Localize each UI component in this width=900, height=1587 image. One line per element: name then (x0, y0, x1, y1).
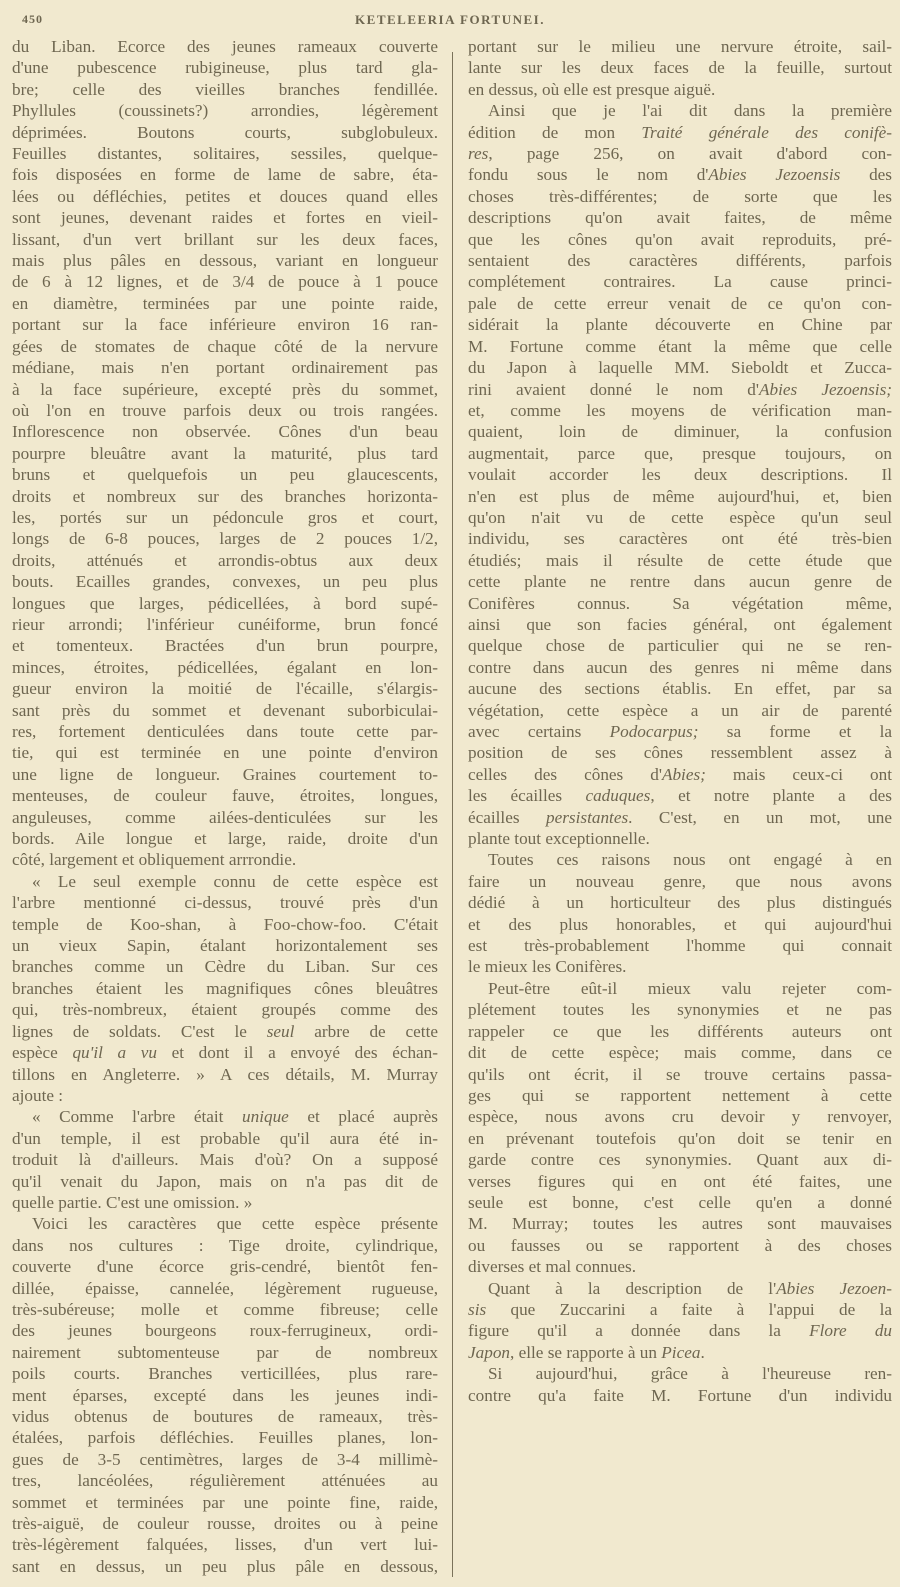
left-column (12, 36, 438, 1577)
text-line: poils courts. Branches verticillées, plus rare- (12, 1364, 438, 1384)
text-line: sommet et terminées par une pointe fine, raide, (12, 1492, 438, 1512)
text-line: droits, atténués et arrondis-obtus aux deux (12, 550, 438, 570)
text-line: ajoute : (12, 1085, 64, 1105)
text-line: menteuses, de couleur fauve, étroites, longues, (12, 786, 438, 806)
text-line: voulait accorder les deux descriptions. Il (468, 465, 892, 485)
text-line: res, page 256, on avait d'abord con- (468, 144, 892, 164)
text-line: quelque chose de particulier qui ne se ren- (468, 636, 892, 656)
text-line: individu, ses caractères ont été très-bien (468, 529, 892, 549)
text-line: très-légèrement falquées, lisses, d'un vert lui- (12, 1535, 438, 1555)
text-line: gues de 3-5 centimètres, larges de 3-4 millimè- (12, 1449, 438, 1469)
text-line: portant sur la face inférieure environ 16 ran- (12, 315, 438, 335)
text-line: dans nos cultures : Tige droite, cylindrique, (12, 1235, 438, 1255)
text-line: Inflorescence non observée. Cônes d'un beau (12, 422, 438, 442)
text-line: et tomenteux. Bractées d'un brun pourpre, (12, 636, 438, 656)
text-line: branches comme un Cèdre du Liban. Sur ces (12, 957, 438, 977)
text-line: et, comme les moyens de vérification man- (468, 400, 892, 420)
text-line: tie, qui est terminée en une pointe d'environ (12, 743, 438, 763)
text-line: anguleuses, comme ailées-denticulées sur les (12, 807, 438, 827)
text-line: sant près du sommet et devenant suborbiculai- (12, 700, 438, 720)
text-line: bre; celle des vieilles branches fendillée. (12, 79, 438, 99)
text-line: Feuilles distantes, solitaires, sessiles, quelque- (12, 144, 438, 164)
text-line: plétement toutes les synonymies et ne pas (468, 1000, 892, 1020)
text-line: sant en dessus, un peu plus pâle en dessous, (12, 1556, 438, 1576)
text-line: faire un nouveau genre, que nous avons (468, 871, 892, 891)
text-line: M. Fortune comme étant la même que celle (468, 336, 892, 356)
paragraph (468, 100, 892, 849)
text-line: nairement subtomenteuse par de nombreux (12, 1342, 438, 1362)
text-line: espèce qu'il a vu et dont il a envoyé des échan- (12, 1043, 438, 1063)
text-line: les, portés sur un pédoncule gros et court, (12, 507, 438, 527)
text-line: celles des cônes d'Abies; mais ceux-ci ont (468, 764, 892, 784)
text-line: « Comme l'arbre était unique et placé auprès (32, 1107, 438, 1127)
text-line: très-aiguë, de couleur rousse, droites ou à peine (12, 1514, 438, 1534)
text-line: res, fortement denticulées dans toute cette par- (12, 722, 438, 741)
text-line: est très-probablement l'homme qui connait (468, 936, 892, 956)
text-line: Peut-être eût-il mieux valu rejeter com- (488, 978, 892, 998)
text-line: bruns et quelquefois un peu glaucescents, (12, 465, 438, 485)
text-line: à la face supérieure, excepté près du sommet, (12, 379, 438, 399)
text-line: garde contre ces synonymies. Quant aux di- (468, 1150, 892, 1170)
text-line: Phyllules (coussinets?) arrondies, légèrement (12, 101, 438, 121)
text-line: Voici les caractères que cette espèce présente (32, 1214, 438, 1234)
text-line: complétement contraires. La cause princi- (468, 272, 892, 292)
paragraph (468, 1278, 892, 1364)
text-line: position de ses cônes ressemblent assez à (468, 743, 892, 763)
page-number: 450 (22, 12, 43, 26)
text-line: végétation, cette espèce a un air de parenté (468, 700, 892, 720)
page-header (18, 8, 882, 30)
text-line: étudiés; mais il résulte de cette étude que (468, 550, 892, 570)
text-line: rini avaient donné le nom d'Abies Jezoensis; (468, 379, 892, 399)
text-line: et des plus honorables, et qui aujourd'hui (468, 914, 892, 934)
text-line: qu'il venait du Japon, mais on n'a pas dit de (12, 1171, 438, 1191)
text-line: Quant à la description de l'Abies Jezoen- (488, 1278, 892, 1298)
text-line: ainsi que son facies général, ont également (468, 614, 892, 634)
text-line: l'arbre mentionné ci-dessus, trouvé près d'un (12, 893, 438, 913)
text-line: du Liban. Ecorce des jeunes rameaux couverte (12, 37, 438, 56)
text-line: pourpre bleuâtre avant la maturité, plus tard (12, 443, 438, 463)
text-line: le mieux les Conifères. (468, 957, 627, 977)
text-line: où l'on en trouve parfois deux ou trois rangées. (12, 400, 438, 420)
text-line: qu'ils ont écrit, il se trouve certains passa- (468, 1064, 892, 1084)
text-line: tres, lancéolées, régulièrement atténuées au (12, 1471, 438, 1491)
text-line: ou fausses ou se rapportent à des choses (468, 1235, 892, 1255)
text-line: sis que Zuccarini a faite à l'appui de la (468, 1299, 892, 1319)
text-line: sentaient des caractères différents, parfois (468, 251, 892, 271)
running-title: KETELEERIA FORTUNEI. (355, 12, 545, 27)
text-line: très-subéreuse; molle et comme fibreuse; celle (12, 1299, 438, 1319)
text-line: en prévenant toutefois qu'on doit se tenir en (468, 1128, 892, 1148)
text-line: avec certains Podocarpus; sa forme et la (468, 722, 892, 741)
text-line: figure qu'il a donnée dans la Flore du (468, 1321, 893, 1341)
text-line: Conifères connus. Sa végétation même, (468, 593, 892, 613)
text-line: temple de Koo-shan, à Foo-chow-foo. C'était (12, 914, 438, 934)
paragraph (12, 1213, 438, 1577)
text-line: « Le seul exemple connu de cette espèce est (32, 871, 438, 891)
text-line: écailles persistantes. C'est, en un mot, une (468, 807, 893, 827)
text-line: qu'on n'ait vu de cette espèce qu'un seul (468, 507, 892, 527)
text-line: longs de 6-8 pouces, larges de 2 pouces 1/2, (12, 529, 438, 549)
text-line: pale de cette erreur venait de ce qu'on con- (468, 293, 892, 313)
column-divider (452, 52, 453, 1577)
paragraph (468, 849, 892, 977)
text-line: espèce, nous avons cru devoir y renvoyer, (468, 1107, 892, 1127)
paragraph (12, 871, 438, 1106)
text-line: que les cônes qu'on avait reproduits, pré- (468, 229, 892, 249)
text-line: branches étaient les magnifiques cônes bleuâtres (12, 978, 438, 998)
text-line: un vieux Sapin, étalant horizontalement ses (12, 936, 438, 956)
text-line: seule est bonne, c'est celle qu'en a donné (468, 1192, 892, 1212)
text-line: Japon, elle se rapporte à un Picea. (468, 1342, 705, 1362)
text-line: ges qui se rapportent nettement à cette (468, 1085, 892, 1105)
text-line: gées de stomates de chaque côté de la nervure (12, 336, 438, 356)
right-column (468, 36, 892, 1406)
text-line: contre dans aucun des genres ni même dans (468, 657, 892, 677)
text-line: choses très-différentes; de sorte que les (468, 186, 892, 206)
text-line: sidérait la plante découverte en Chine par (468, 315, 892, 335)
text-line: dit de cette espèce; mais comme, dans ce (468, 1043, 892, 1063)
text-line: sont jeunes, devenant raides et fortes en vieil- (12, 208, 438, 228)
paragraph (468, 978, 892, 1278)
text-line: déprimées. Boutons courts, subglobuleux. (12, 122, 438, 142)
text-line: troduit là d'ailleurs. Mais d'où? On a supposé (12, 1150, 438, 1170)
text-line: étalées, parfois défléchies. Feuilles planes, lon- (12, 1428, 438, 1448)
text-line: bords. Aile longue et large, raide, droite d'un (12, 829, 438, 849)
text-line: une ligne de longueur. Graines courtement to- (12, 764, 438, 784)
text-line: quaient, loin de diminuer, la confusion (468, 422, 892, 442)
text-line: couverte d'une écorce gris-cendré, bientôt fen- (12, 1257, 438, 1277)
text-line: médiane, mais n'en portant ordinairement pas (12, 358, 438, 378)
text-line: lante sur les deux faces de la feuille, surtout (468, 58, 892, 78)
text-line: édition de mon Traité générale des conifè- (468, 122, 892, 142)
paragraph (12, 36, 438, 871)
text-line: droits et nombreux sur des branches horizonta- (12, 486, 438, 506)
text-line: gueur environ la moitié de l'écaille, s'élargis- (12, 679, 438, 699)
text-line: M. Murray; toutes les autres sont mauvaises (468, 1214, 892, 1234)
text-line: qui, très-nombreux, étaient groupés comme des (12, 1000, 438, 1020)
text-line: dillée, épaisse, cannelée, légèrement rugueuse, (12, 1278, 438, 1298)
text-line: Ainsi que je l'ai dit dans la première (488, 101, 892, 121)
text-line: augmentait, parce que, presque toujours, on (468, 443, 892, 463)
text-line: fondu sous le nom d'Abies Jezoensis des (468, 165, 892, 185)
text-line: longues que larges, pédicellées, à bord supé- (12, 593, 438, 613)
text-line: côté, largement et obliquement arrrondie. (12, 850, 297, 870)
text-line: cette plante ne rentre dans aucun genre de (468, 572, 892, 592)
text-line: verses figures qui en ont été faites, une (468, 1171, 892, 1191)
text-line: n'en est plus de même aujourd'hui, et, bien (468, 486, 892, 506)
text-line: lées ou défléchies, petites et douces quand elles (12, 186, 438, 206)
paragraph (468, 36, 892, 100)
text-line: rieur arrondi; l'inférieur cunéiforme, brun foncé (12, 614, 438, 634)
text-line: tillons en Angleterre. » A ces détails, M. Murray (12, 1064, 438, 1084)
text-line: aucune des sections établis. En effet, par sa (468, 679, 892, 699)
text-line: Toutes ces raisons nous ont engagé à en (488, 850, 892, 870)
text-line: les écailles caduques, et notre plante a des (468, 786, 892, 806)
paragraph (12, 1106, 438, 1213)
text-line: contre qu'a faite M. Fortune d'un individu (468, 1385, 892, 1405)
text-line: plante tout exceptionnelle. (468, 829, 650, 849)
text-line: d'une pubescence rubigineuse, plus tard gla- (12, 58, 438, 78)
text-line: ment éparses, excepté dans les jeunes indi- (12, 1385, 438, 1405)
text-line: de 6 à 12 lignes, et de 3/4 de pouce à 1 pouce (12, 272, 438, 292)
text-line: minces, étroites, pédicellées, égalant en lon- (12, 657, 438, 677)
paragraph (468, 1363, 892, 1406)
text-line: portant sur le milieu une nervure étroite, sail- (468, 37, 892, 56)
text-line: lissant, d'un vert brillant sur les deux faces, (12, 229, 438, 249)
text-line: vidus obtenus de boutures de rameaux, très- (12, 1407, 438, 1426)
text-line: des jeunes bourgeons roux-ferrugineux, ordi- (12, 1321, 438, 1341)
text-line: rappeler ce que les différents auteurs ont (468, 1021, 892, 1041)
text-line: diverses et mal connues. (468, 1257, 637, 1277)
text-line: descriptions qu'on avait faites, de même (468, 208, 892, 228)
text-line: fois disposées en forme de lame de sabre, éta- (12, 165, 438, 185)
text-line: d'un temple, il est probable qu'il aura été in- (12, 1128, 438, 1148)
text-line: du Japon à laquelle MM. Sieboldt et Zucca- (468, 358, 892, 378)
text-line: Si aujourd'hui, grâce à l'heureuse ren- (488, 1364, 892, 1384)
text-line: en dessus, où elle est presque aiguë. (468, 79, 716, 99)
text-line: mais plus pâles en dessous, variant en longueur (12, 251, 438, 271)
text-line: lignes de soldats. C'est le seul arbre de cette (12, 1021, 438, 1041)
text-line: en diamètre, terminées par une pointe raide, (12, 293, 438, 313)
text-line: quelle partie. C'est une omission. » (12, 1192, 253, 1212)
text-line: dédié à un horticulteur des plus distingués (468, 893, 892, 913)
text-line: bouts. Ecailles grandes, convexes, un peu plus (12, 572, 438, 592)
